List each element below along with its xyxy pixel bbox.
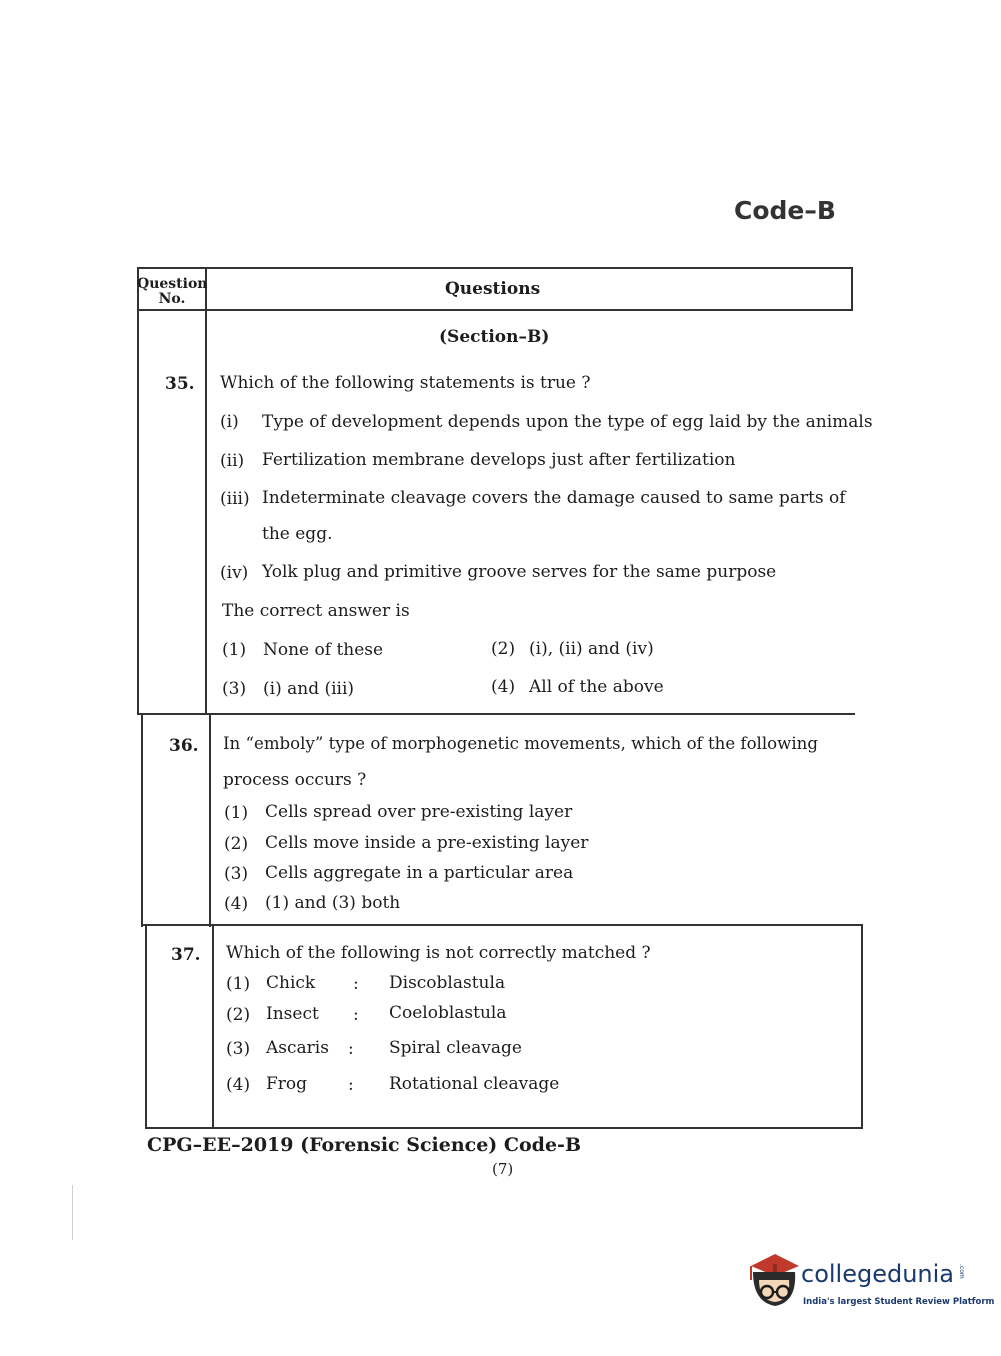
match-right: Rotational cleavage bbox=[389, 1074, 560, 1094]
option-label: (1) bbox=[226, 974, 251, 994]
statement-text: the egg. bbox=[262, 524, 333, 544]
match-left: Chick bbox=[266, 973, 316, 993]
row-divider bbox=[137, 713, 855, 715]
statement-text: Fertilization membrane develops just after fertilization bbox=[262, 450, 736, 470]
question-text: In “emboly” type of morphogenetic movements, which of the following bbox=[223, 734, 818, 753]
left-border bbox=[137, 267, 139, 715]
match-right: Coeloblastula bbox=[389, 1003, 507, 1023]
statement-label: (iv) bbox=[220, 563, 249, 583]
table-bottom-border bbox=[145, 1127, 863, 1129]
option-label: (4) bbox=[226, 1075, 251, 1095]
statement-text: Yolk plug and primitive groove serves for the same purpose bbox=[262, 562, 777, 582]
option-label: (1) bbox=[224, 803, 249, 823]
footer-title: CPG–EE–2019 (Forensic Science) Code-B bbox=[147, 1134, 582, 1156]
statement-label: (iii) bbox=[220, 489, 250, 509]
match-separator: : bbox=[353, 1005, 359, 1025]
column-divider bbox=[205, 267, 207, 715]
column-divider bbox=[209, 713, 211, 927]
paper-code: Code–B bbox=[734, 196, 836, 225]
statement-text: Type of development depends upon the type of egg laid by the animals bbox=[262, 412, 873, 432]
page-number: (7) bbox=[492, 1160, 514, 1178]
match-left: Frog bbox=[266, 1074, 308, 1094]
statement-label: (i) bbox=[220, 412, 239, 432]
question-number: 37. bbox=[171, 945, 201, 965]
section-title: (Section–B) bbox=[439, 327, 550, 347]
mascot-icon bbox=[745, 1250, 801, 1312]
question-text: Which of the following statements is true ? bbox=[220, 373, 591, 393]
answer-prompt: The correct answer is bbox=[222, 601, 410, 621]
collegedunia-logo[interactable] bbox=[745, 1250, 995, 1315]
question-table bbox=[137, 267, 873, 1127]
match-separator: : bbox=[348, 1075, 354, 1095]
match-right: Spiral cleavage bbox=[389, 1038, 522, 1058]
left-border bbox=[141, 713, 143, 927]
option-text: (i) and (iii) bbox=[263, 679, 355, 699]
statement-label: (ii) bbox=[220, 451, 245, 471]
left-border bbox=[145, 924, 147, 1129]
option-text: None of these bbox=[263, 640, 384, 660]
question-text: process occurs ? bbox=[223, 770, 367, 790]
option-text: Cells spread over pre-existing layer bbox=[265, 802, 573, 822]
option-label: (3) bbox=[222, 679, 247, 699]
option-label: (2) bbox=[491, 639, 516, 659]
option-label: (2) bbox=[224, 834, 249, 854]
table-top-border bbox=[137, 267, 853, 269]
match-separator: : bbox=[348, 1039, 354, 1059]
option-label: (2) bbox=[226, 1005, 251, 1025]
option-label: (4) bbox=[224, 894, 249, 914]
match-separator: : bbox=[353, 974, 359, 994]
question-text: Which of the following is not correctly matched ? bbox=[226, 943, 651, 963]
brand-tagline: India's largest Student Review Platform bbox=[803, 1297, 995, 1307]
question-number: 36. bbox=[169, 736, 199, 756]
option-text: All of the above bbox=[529, 677, 664, 697]
option-label: (4) bbox=[491, 677, 516, 697]
right-border bbox=[851, 267, 853, 311]
match-right: Discoblastula bbox=[389, 973, 506, 993]
right-border bbox=[861, 924, 863, 1129]
statement-text: Indeterminate cleavage covers the damage caused to same parts of bbox=[262, 488, 846, 508]
brand-suffix: .com bbox=[958, 1264, 965, 1279]
column-divider bbox=[212, 924, 214, 1129]
column-header-questions: Questions bbox=[445, 279, 541, 299]
option-text: Cells move inside a pre-existing layer bbox=[265, 833, 589, 853]
match-left: Insect bbox=[266, 1004, 319, 1024]
option-text: (1) and (3) both bbox=[265, 893, 401, 913]
option-label: (3) bbox=[224, 864, 249, 884]
option-text: Cells aggregate in a particular area bbox=[265, 863, 574, 883]
match-left: Ascaris bbox=[266, 1038, 329, 1058]
brand-name: collegedunia bbox=[801, 1260, 955, 1288]
option-text: (i), (ii) and (iv) bbox=[529, 639, 654, 659]
option-label: (3) bbox=[226, 1039, 251, 1059]
column-header-question-no: Question No. bbox=[137, 276, 208, 307]
header-bottom-border bbox=[137, 309, 853, 311]
option-label: (1) bbox=[222, 640, 247, 660]
scan-edge-line bbox=[72, 1185, 73, 1240]
row-divider bbox=[141, 924, 861, 926]
question-number: 35. bbox=[165, 374, 195, 394]
